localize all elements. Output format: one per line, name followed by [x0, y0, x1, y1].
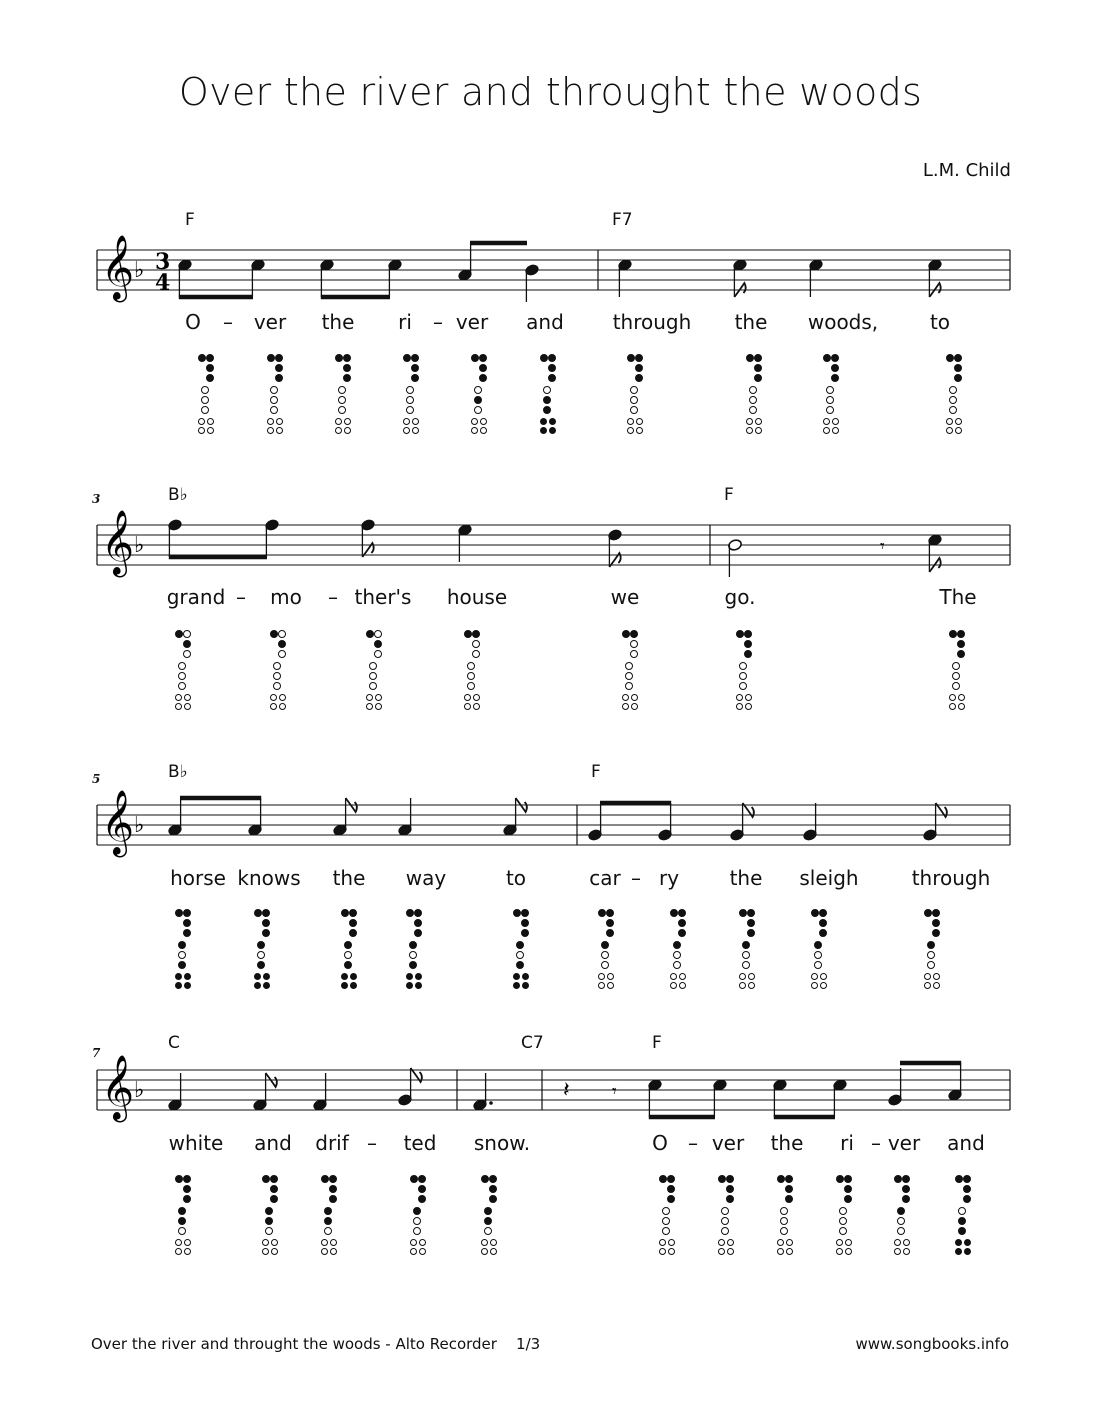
lyric-syllable: sleigh — [799, 866, 859, 890]
finger-hole — [727, 1248, 734, 1255]
recorder-fingering-diagram — [404, 1175, 428, 1257]
lyric-syllable: O — [185, 310, 201, 334]
lyric-syllable: ver — [711, 1131, 745, 1155]
finger-hole — [963, 1175, 971, 1183]
finger-hole — [668, 1248, 675, 1255]
lyric-hyphen: – — [631, 866, 641, 890]
recorder-fingering-diagram — [712, 1175, 736, 1257]
finger-hole — [490, 1248, 497, 1255]
lyric-hyphen: – — [223, 310, 233, 334]
recorder-fingering-diagram — [888, 1175, 912, 1257]
finger-hole — [839, 1207, 847, 1215]
lyric-syllable: knows — [237, 866, 301, 890]
finger-hole — [419, 1239, 426, 1246]
finger-hole — [184, 1239, 191, 1246]
finger-hole — [785, 1195, 793, 1203]
finger-hole — [418, 1175, 426, 1183]
finger-hole — [271, 1239, 278, 1246]
key-signature-flat: ♭ — [134, 533, 145, 558]
finger-hole — [718, 1248, 725, 1255]
finger-hole — [785, 1175, 793, 1183]
treble-clef: 𝄞 — [101, 1055, 135, 1120]
finger-hole — [958, 1227, 966, 1235]
lyric-syllable: ted — [403, 1131, 437, 1155]
finger-hole — [484, 1227, 492, 1235]
finger-hole — [659, 1248, 666, 1255]
finger-hole — [659, 1239, 666, 1246]
thumb-hole — [718, 1175, 726, 1183]
lyric-syllable: and — [254, 1131, 292, 1155]
lyric-syllable: woods, — [807, 310, 879, 334]
lyric-syllable: through — [911, 866, 991, 890]
lyric-syllable: go. — [724, 585, 756, 609]
finger-hole — [780, 1217, 788, 1225]
chord-symbol: B♭ — [168, 762, 188, 782]
lyric-syllable: to — [505, 866, 527, 890]
eighth-rest: 𝄾 — [612, 1081, 617, 1102]
time-signature-bottom: 4 — [155, 270, 171, 296]
lyric-syllable: ver — [887, 1131, 921, 1155]
finger-hole — [270, 1195, 278, 1203]
lyric-syllable: and — [947, 1131, 985, 1155]
finger-hole — [324, 1217, 332, 1225]
lyric-hyphen: – — [871, 1131, 881, 1155]
finger-hole — [963, 1185, 971, 1193]
lyric-syllable: ri — [840, 1131, 854, 1155]
finger-hole — [484, 1207, 492, 1215]
finger-hole — [894, 1239, 901, 1246]
lyric-syllable: snow. — [473, 1131, 531, 1155]
thumb-hole — [481, 1175, 489, 1183]
finger-hole — [410, 1248, 417, 1255]
finger-hole — [844, 1195, 852, 1203]
finger-hole — [845, 1248, 852, 1255]
finger-hole — [419, 1248, 426, 1255]
finger-hole — [839, 1227, 847, 1235]
recorder-fingering-diagram — [771, 1175, 795, 1257]
chord-symbol: F — [724, 485, 734, 505]
lyric-syllable: ver — [455, 310, 489, 334]
finger-hole — [324, 1227, 332, 1235]
chord-symbol: F — [652, 1033, 662, 1053]
finger-hole — [955, 1248, 962, 1255]
finger-hole — [410, 1239, 417, 1246]
thumb-hole — [321, 1175, 329, 1183]
finger-hole — [481, 1239, 488, 1246]
finger-hole — [329, 1195, 337, 1203]
thumb-hole — [175, 1175, 183, 1183]
lyric-syllable: ther's — [354, 585, 412, 609]
recorder-fingering-diagram — [315, 1175, 339, 1257]
finger-hole — [484, 1217, 492, 1225]
finger-hole — [178, 1227, 186, 1235]
chord-symbol: F — [591, 762, 601, 782]
finger-hole — [330, 1248, 337, 1255]
lyric-syllable: car — [589, 866, 621, 890]
recorder-fingering-diagram — [949, 1175, 973, 1257]
chord-symbol: C — [168, 1033, 180, 1053]
recorder-fingering-diagram — [830, 1175, 854, 1257]
finger-hole — [662, 1217, 670, 1225]
finger-hole — [418, 1195, 426, 1203]
lyric-syllable: we — [610, 585, 640, 609]
recorder-fingering-diagram — [653, 1175, 677, 1257]
finger-hole — [902, 1175, 910, 1183]
time-signature-top: 3 — [155, 249, 171, 275]
finger-hole — [897, 1227, 905, 1235]
chord-symbol: F7 — [612, 210, 633, 230]
measure-number: 5 — [92, 772, 101, 786]
finger-hole — [490, 1239, 497, 1246]
thumb-hole — [894, 1175, 902, 1183]
lyric-syllable: the — [321, 310, 355, 334]
key-signature-flat: ♭ — [134, 1078, 145, 1103]
lyric-syllable: through — [612, 310, 692, 334]
finger-hole — [780, 1227, 788, 1235]
lyric-hyphen: – — [367, 1131, 377, 1155]
recorder-fingering-diagram — [256, 1175, 280, 1257]
finger-hole — [262, 1239, 269, 1246]
finger-hole — [265, 1207, 273, 1215]
finger-hole — [718, 1239, 725, 1246]
chord-symbol: C7 — [521, 1033, 544, 1053]
thumb-hole — [410, 1175, 418, 1183]
lyric-syllable: house — [446, 585, 508, 609]
lyric-syllable: the — [729, 866, 763, 890]
finger-hole — [329, 1175, 337, 1183]
finger-hole — [777, 1248, 784, 1255]
finger-hole — [726, 1175, 734, 1183]
finger-hole — [902, 1185, 910, 1193]
finger-hole — [662, 1227, 670, 1235]
chord-symbol: B♭ — [168, 485, 188, 505]
finger-hole — [726, 1185, 734, 1193]
finger-hole — [481, 1248, 488, 1255]
treble-clef: 𝄞 — [101, 235, 135, 300]
finger-hole — [184, 1248, 191, 1255]
finger-hole — [265, 1217, 273, 1225]
key-signature-flat: ♭ — [134, 813, 145, 838]
treble-clef: 𝄞 — [101, 790, 135, 855]
finger-hole — [845, 1239, 852, 1246]
finger-hole — [667, 1185, 675, 1193]
finger-hole — [786, 1239, 793, 1246]
finger-hole — [270, 1175, 278, 1183]
finger-hole — [418, 1185, 426, 1193]
finger-hole — [839, 1217, 847, 1225]
finger-hole — [321, 1239, 328, 1246]
finger-hole — [903, 1239, 910, 1246]
finger-hole — [668, 1239, 675, 1246]
finger-hole — [667, 1175, 675, 1183]
thumb-hole — [262, 1175, 270, 1183]
finger-hole — [489, 1195, 497, 1203]
finger-hole — [836, 1248, 843, 1255]
finger-hole — [777, 1239, 784, 1246]
lyric-syllable: way — [405, 866, 447, 890]
lyric-syllable: The — [939, 585, 977, 609]
measure-number: 7 — [92, 1046, 101, 1060]
thumb-hole — [777, 1175, 785, 1183]
finger-hole — [726, 1195, 734, 1203]
lyric-hyphen: – — [688, 1131, 698, 1155]
finger-hole — [721, 1217, 729, 1225]
lyric-syllable: mo — [270, 585, 302, 609]
finger-hole — [324, 1207, 332, 1215]
lyric-syllable: the — [332, 866, 366, 890]
finger-hole — [897, 1217, 905, 1225]
thumb-hole — [659, 1175, 667, 1183]
finger-hole — [844, 1185, 852, 1193]
lyric-syllable: ri — [398, 310, 412, 334]
lyric-syllable: the — [734, 310, 768, 334]
finger-hole — [330, 1239, 337, 1246]
lyric-syllable: O — [652, 1131, 668, 1155]
finger-hole — [963, 1195, 971, 1203]
finger-hole — [178, 1217, 186, 1225]
finger-hole — [844, 1175, 852, 1183]
finger-hole — [178, 1207, 186, 1215]
finger-hole — [489, 1175, 497, 1183]
finger-hole — [785, 1185, 793, 1193]
dot — [489, 1101, 493, 1105]
finger-hole — [183, 1195, 191, 1203]
footer-title: Over the river and throught the woods - Alto Recorder 1/3 — [91, 1335, 541, 1353]
finger-hole — [786, 1248, 793, 1255]
finger-hole — [721, 1207, 729, 1215]
finger-hole — [183, 1185, 191, 1193]
finger-hole — [270, 1185, 278, 1193]
finger-hole — [271, 1248, 278, 1255]
lyric-hyphen: – — [236, 585, 246, 609]
finger-hole — [183, 1175, 191, 1183]
lyric-syllable: the — [770, 1131, 804, 1155]
finger-hole — [413, 1207, 421, 1215]
lyric-syllable: ry — [658, 866, 680, 890]
thumb-hole — [955, 1175, 963, 1183]
thumb-hole — [836, 1175, 844, 1183]
finger-hole — [262, 1248, 269, 1255]
finger-hole — [964, 1248, 971, 1255]
finger-hole — [489, 1185, 497, 1193]
lyric-syllable: drif — [315, 1131, 349, 1155]
eighth-rest: 𝄾 — [880, 536, 885, 557]
measure-number: 3 — [92, 492, 101, 506]
finger-hole — [721, 1227, 729, 1235]
lyric-hyphen: – — [328, 585, 338, 609]
finger-hole — [958, 1207, 966, 1215]
key-signature-flat: ♭ — [134, 258, 145, 283]
composer: L.M. Child — [922, 160, 1011, 181]
lyric-syllable: ver — [253, 310, 287, 334]
finger-hole — [958, 1217, 966, 1225]
finger-hole — [903, 1248, 910, 1255]
finger-hole — [662, 1207, 670, 1215]
page-title: Over the river and throught the woods — [178, 70, 923, 114]
recorder-fingering-diagram — [475, 1175, 499, 1257]
quarter-rest: 𝄽 — [563, 1078, 570, 1103]
finger-hole — [955, 1239, 962, 1246]
finger-hole — [836, 1239, 843, 1246]
lyric-syllable: to — [929, 310, 951, 334]
lyric-syllable: white — [168, 1131, 224, 1155]
finger-hole — [175, 1239, 182, 1246]
lyric-syllable: horse — [170, 866, 226, 890]
finger-hole — [321, 1248, 328, 1255]
finger-hole — [175, 1248, 182, 1255]
lyric-syllable: grand — [166, 585, 226, 609]
finger-hole — [902, 1195, 910, 1203]
finger-hole — [667, 1195, 675, 1203]
finger-hole — [964, 1239, 971, 1246]
finger-hole — [897, 1207, 905, 1215]
finger-hole — [329, 1185, 337, 1193]
finger-hole — [265, 1227, 273, 1235]
recorder-fingering-diagram — [169, 1175, 193, 1257]
chord-symbol: F — [185, 210, 195, 230]
finger-hole — [413, 1217, 421, 1225]
finger-hole — [894, 1248, 901, 1255]
lyric-syllable: and — [526, 310, 564, 334]
lyric-hyphen: – — [433, 310, 443, 334]
finger-hole — [780, 1207, 788, 1215]
treble-clef: 𝄞 — [101, 510, 135, 575]
finger-hole — [413, 1227, 421, 1235]
footer-website: www.songbooks.info — [855, 1335, 1009, 1353]
finger-hole — [727, 1239, 734, 1246]
